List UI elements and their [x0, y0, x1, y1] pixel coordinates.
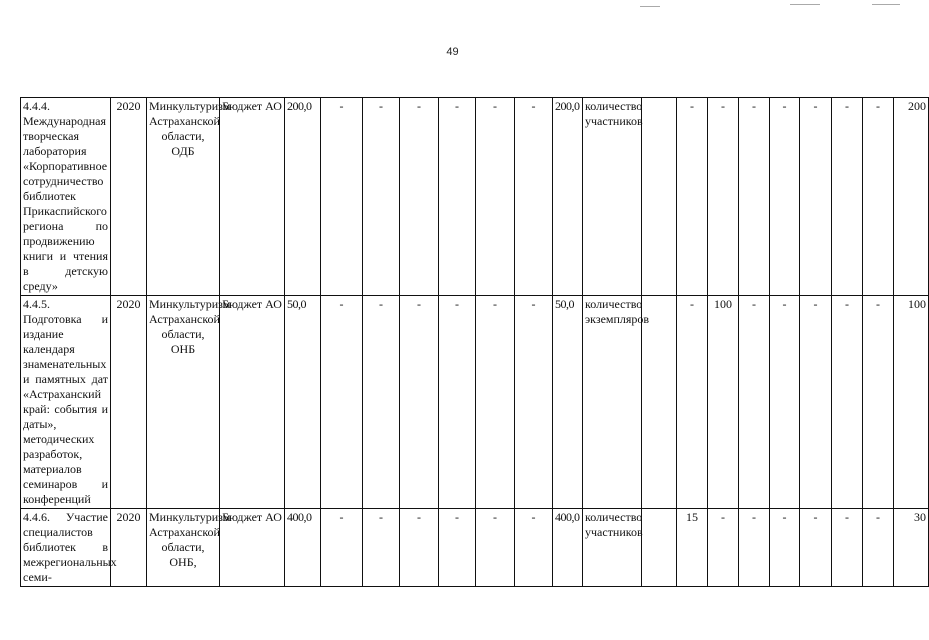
indicator-value-cell: 15 [677, 509, 708, 587]
indicator-value-cell: 100 [708, 296, 739, 509]
indicator-value-cell: - [677, 98, 708, 296]
executor-cell: Минкультуризм Астраханской области, ОНБ, [147, 509, 220, 587]
funding-source-cell: Бюджет АО [220, 509, 285, 587]
year-amount-cell: - [476, 296, 515, 509]
activity-cell: 4.4.6. Участие специалистов библиотек в межрегиональных семи- [21, 509, 111, 587]
indicator-value-cell: - [770, 509, 800, 587]
indicator-value-cell: - [708, 509, 739, 587]
executor-cell: Минкультуризм Астраханской области, ОНБ [147, 296, 220, 509]
indicator-value-cell [642, 98, 677, 296]
year-amount-cell: - [439, 509, 476, 587]
year-amount-cell: - [400, 509, 439, 587]
indicator-value-cell: - [863, 98, 894, 296]
year-amount-cell: - [476, 98, 515, 296]
indicator-value-cell [642, 509, 677, 587]
year-amount-cell: - [400, 98, 439, 296]
table-row [21, 296, 929, 509]
year-amount-cell: - [363, 296, 400, 509]
indicator-final-cell: 100 [894, 296, 929, 509]
indicator-value-cell: - [739, 98, 770, 296]
total-amount-cell: 50,0 [285, 296, 321, 509]
indicator-value-cell: - [800, 509, 832, 587]
indicator-value-cell: - [770, 98, 800, 296]
indicator-final-cell: 30 [894, 509, 929, 587]
indicator-value-cell: - [800, 98, 832, 296]
indicator-value-cell: - [708, 98, 739, 296]
year-amount-cell: - [476, 509, 515, 587]
program-activities-table [20, 97, 929, 587]
year-cell: 2020 [111, 509, 147, 587]
indicator-value-cell: - [677, 296, 708, 509]
activity-cell: 4.4.4. Международная творческая лаборатория «Корпоративное сотрудничество библиотек Прикаспийского региона по продвижению книги и чтения в детскую среду» [21, 98, 111, 296]
year-amount-cell: - [439, 98, 476, 296]
indicator-cell: количество экземпляров [583, 296, 642, 509]
total-amount-cell: 400,0 [285, 509, 321, 587]
year-amount-cell: - [321, 509, 363, 587]
indicator-value-cell: - [863, 509, 894, 587]
scan-artifact [790, 4, 820, 5]
table-row [21, 509, 929, 587]
year-amount-cell: - [321, 296, 363, 509]
year-cell: 2020 [111, 98, 147, 296]
indicator-value-cell: - [832, 509, 863, 587]
year-amount-cell: - [400, 296, 439, 509]
year-amount-cell: 50,0 [553, 296, 583, 509]
indicator-value-cell: - [800, 296, 832, 509]
scan-artifact [872, 4, 900, 5]
year-amount-cell: - [439, 296, 476, 509]
year-amount-cell: - [321, 98, 363, 296]
funding-source-cell: Бюджет АО [220, 98, 285, 296]
indicator-value-cell: - [739, 296, 770, 509]
indicator-cell: количество участников [583, 98, 642, 296]
year-amount-cell: - [515, 509, 553, 587]
year-amount-cell: - [363, 98, 400, 296]
scan-artifact [640, 6, 660, 7]
year-amount-cell: - [363, 509, 400, 587]
indicator-cell: количество участников [583, 509, 642, 587]
indicator-value-cell: - [832, 98, 863, 296]
executor-cell: Минкультуризм Астраханской области, ОДБ [147, 98, 220, 296]
page-number: 49 [446, 46, 459, 58]
indicator-final-cell: 200 [894, 98, 929, 296]
year-cell: 2020 [111, 296, 147, 509]
activity-cell: 4.4.5. Подготовка и издание календаря знаменательных и памятных дат «Астраханский край: события и даты», методических разработок, материалов семинаров и конференций [21, 296, 111, 509]
indicator-value-cell: - [739, 509, 770, 587]
year-amount-cell: - [515, 296, 553, 509]
indicator-value-cell: - [770, 296, 800, 509]
funding-source-cell: Бюджет АО [220, 296, 285, 509]
year-amount-cell: - [515, 98, 553, 296]
total-amount-cell: 200,0 [285, 98, 321, 296]
indicator-value-cell [642, 296, 677, 509]
table-row [21, 98, 929, 296]
year-amount-cell: 400,0 [553, 509, 583, 587]
indicator-value-cell: - [832, 296, 863, 509]
year-amount-cell: 200,0 [553, 98, 583, 296]
indicator-value-cell: - [863, 296, 894, 509]
